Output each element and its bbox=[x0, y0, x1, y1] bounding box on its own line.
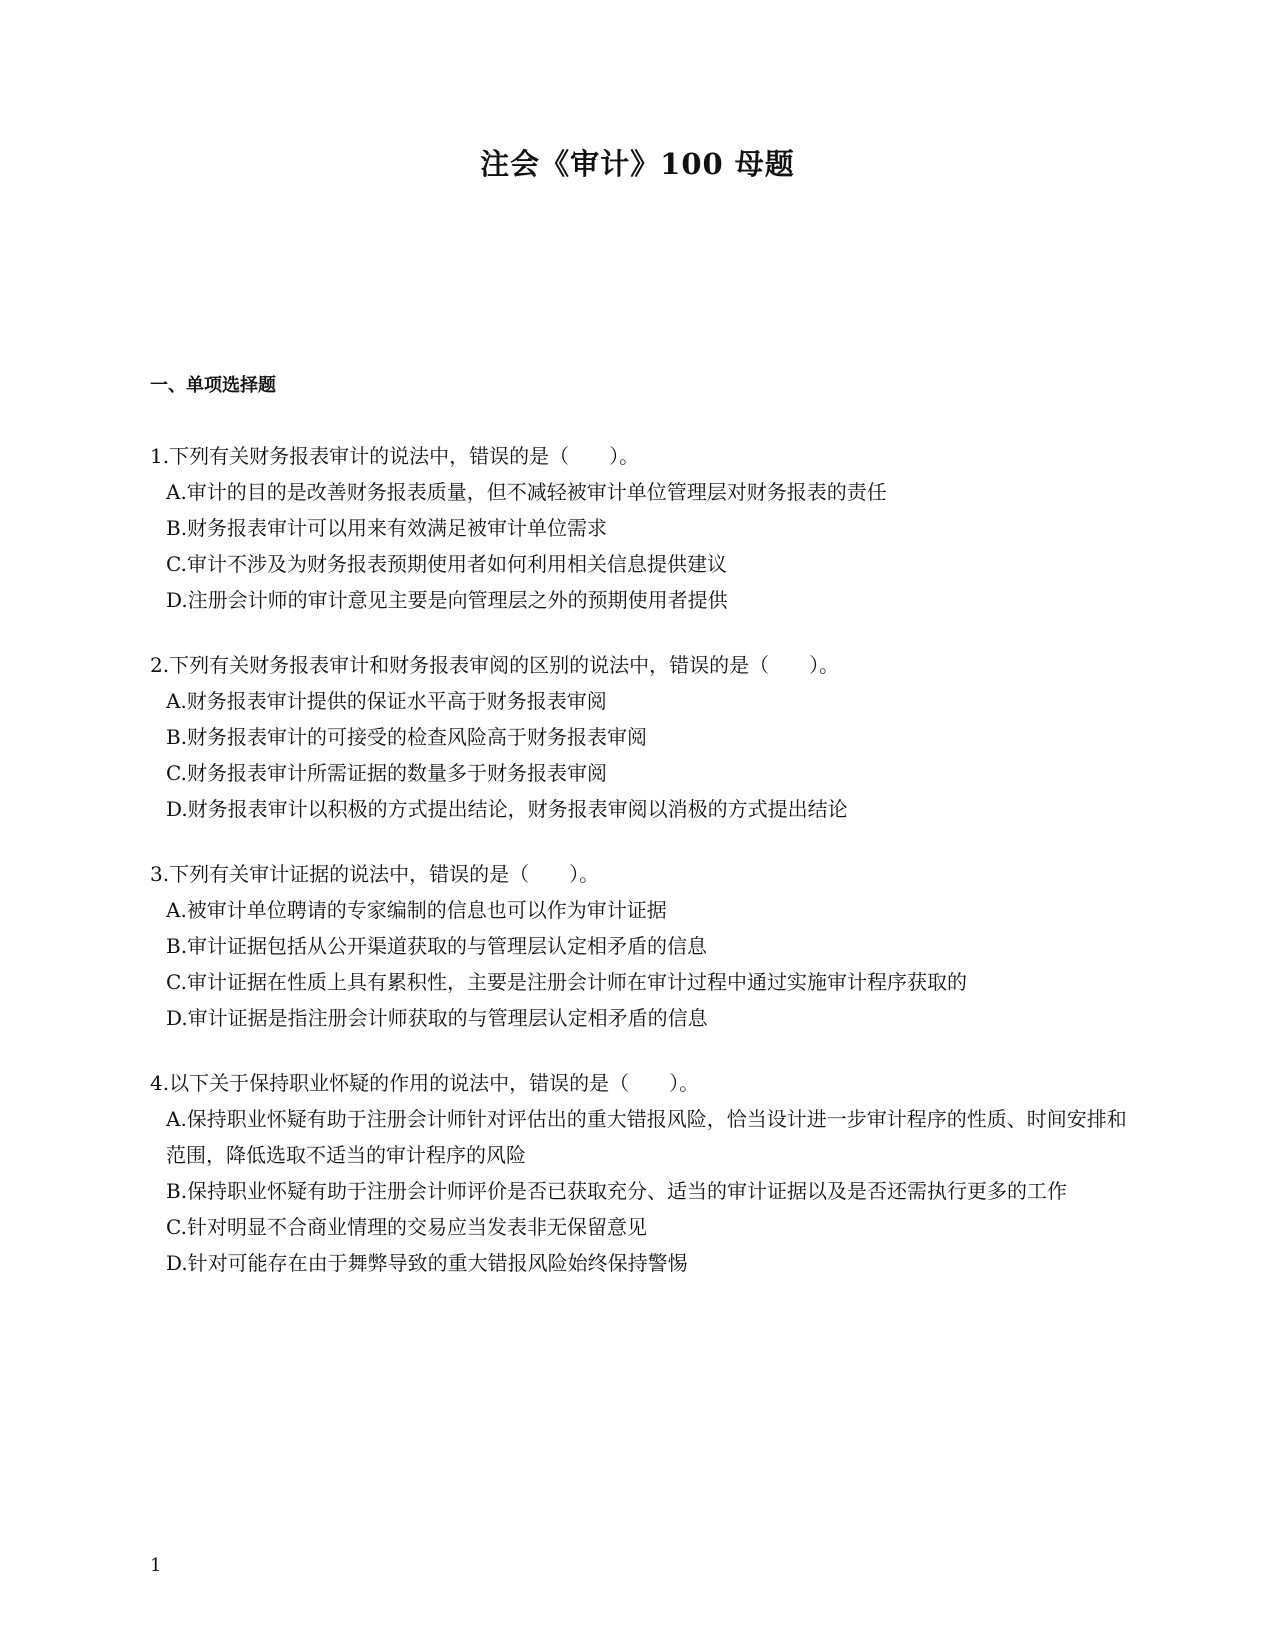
section-heading: 一、单项选择题 bbox=[150, 375, 276, 396]
option-d: D.财务报表审计以积极的方式提出结论，财务报表审阅以消极的方式提出结论 bbox=[166, 797, 848, 821]
option-a: A.审计的目的是改善财务报表质量，但不减轻被审计单位管理层对财务报表的责任 bbox=[166, 480, 887, 504]
question-4 bbox=[150, 1065, 1130, 1281]
question-1 bbox=[150, 438, 1130, 618]
option-d: D.注册会计师的审计意见主要是向管理层之外的预期使用者提供 bbox=[166, 588, 728, 612]
document-title: 注会《审计》100 母题 bbox=[480, 147, 795, 181]
question-2 bbox=[150, 647, 1130, 827]
option-c: C.针对明显不合商业情理的交易应当发表非无保留意见 bbox=[166, 1215, 647, 1239]
question-stem: 3.下列有关审计证据的说法中，错误的是（ ）。 bbox=[150, 862, 600, 886]
question-list bbox=[150, 438, 1130, 1310]
option-a: A.财务报表审计提供的保证水平高于财务报表审阅 bbox=[166, 689, 607, 713]
page-number: 1 bbox=[150, 1555, 162, 1576]
option-b: B.审计证据包括从公开渠道获取的与管理层认定相矛盾的信息 bbox=[166, 934, 708, 958]
option-b: B.财务报表审计可以用来有效满足被审计单位需求 bbox=[166, 516, 608, 540]
option-c: C.财务报表审计所需证据的数量多于财务报表审阅 bbox=[166, 761, 607, 785]
option-a: A.保持职业怀疑有助于注册会计师针对评估出的重大错报风险，恰当设计进一步审计程序的性质、时间安排和范围，降低选取不适当的审计程序的风险 bbox=[166, 1107, 1127, 1167]
option-d: D.针对可能存在由于舞弊导致的重大错报风险始终保持警惕 bbox=[166, 1251, 688, 1275]
question-stem: 2.下列有关财务报表审计和财务报表审阅的区别的说法中，错误的是（ ）。 bbox=[150, 653, 840, 677]
option-c: C.审计证据在性质上具有累积性，主要是注册会计师在审计过程中通过实施审计程序获取的 bbox=[166, 970, 967, 994]
option-d: D.审计证据是指注册会计师获取的与管理层认定相矛盾的信息 bbox=[166, 1006, 708, 1030]
option-b: B.财务报表审计的可接受的检查风险高于财务报表审阅 bbox=[166, 725, 648, 749]
option-b: B.保持职业怀疑有助于注册会计师评价是否已获取充分、适当的审计证据以及是否还需执行更多的工作 bbox=[166, 1179, 1068, 1203]
option-c: C.审计不涉及为财务报表预期使用者如何利用相关信息提供建议 bbox=[166, 552, 727, 576]
question-stem: 4.以下关于保持职业怀疑的作用的说法中，错误的是（ ）。 bbox=[150, 1071, 700, 1095]
option-a: A.被审计单位聘请的专家编制的信息也可以作为审计证据 bbox=[166, 898, 667, 922]
question-stem: 1.下列有关财务报表审计的说法中，错误的是（ ）。 bbox=[150, 444, 640, 468]
question-3 bbox=[150, 856, 1130, 1036]
